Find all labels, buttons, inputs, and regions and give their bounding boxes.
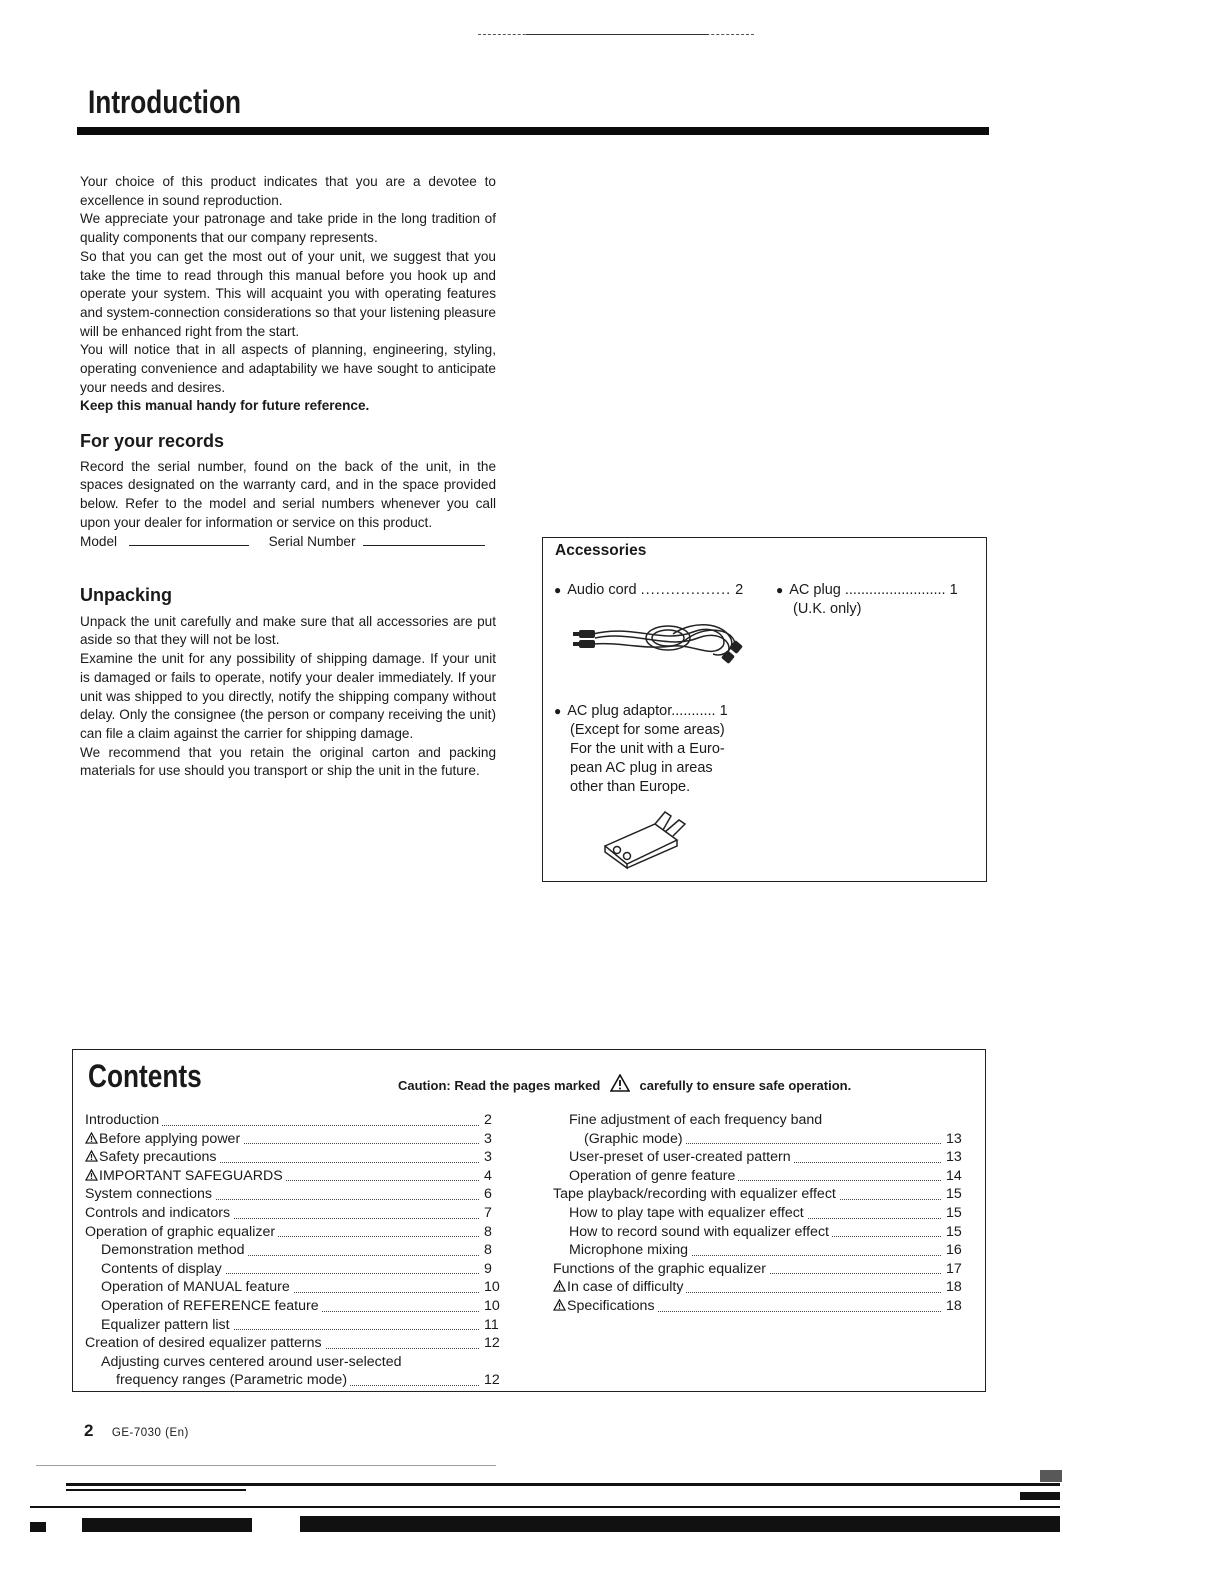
contents-entry-page: 4	[481, 1167, 492, 1186]
contents-entry	[553, 1223, 973, 1242]
contents-entry-page: 18	[943, 1278, 962, 1297]
contents-entry	[85, 1353, 505, 1372]
contents-entry-page: 10	[481, 1278, 500, 1297]
contents-entry	[85, 1371, 505, 1390]
footer-model: GE-7030 (En)	[111, 1427, 189, 1439]
caution-text-after: carefully to ensure safe operation.	[639, 1078, 852, 1093]
ac-adaptor-note-3: pean AC plug in areas	[570, 760, 713, 776]
model-blank[interactable]	[129, 533, 249, 546]
contents-entry	[553, 1297, 973, 1316]
intro-section	[80, 173, 496, 416]
contents-entry-label: Safety precautions	[85, 1149, 220, 1165]
records-text: Record the serial number, found on the back of the unit, in the spaces designated on the warranty card, and in the space provided below. Refer to the model and serial numbers whenever you call upon your dealer for information or service on this product.	[80, 458, 496, 530]
intro-paragraph-4: You will notice that in all aspects of planning, engineering, styling, operating convenience and adaptability we have sought to anticipate your needs and desires.	[80, 342, 496, 395]
contents-entry	[553, 1130, 973, 1149]
contents-entry-page: 3	[481, 1148, 492, 1167]
audio-cord-label: Audio cord	[567, 582, 637, 598]
contents-entry	[85, 1316, 505, 1335]
contents-entry	[85, 1334, 505, 1353]
ac-adaptor-note-2: For the unit with a Euro-	[570, 741, 725, 757]
contents-entry	[553, 1185, 973, 1204]
warning-triangle-icon	[85, 1132, 98, 1144]
intro-keep-manual: Keep this manual handy for future reference.	[80, 398, 370, 414]
contents-entry-label: System connections	[85, 1186, 215, 1202]
accessories-box	[542, 537, 987, 882]
records-section	[80, 432, 496, 552]
ac-plug-label: AC plug	[789, 582, 841, 598]
contents-entry	[85, 1278, 505, 1297]
contents-entry-page: 15	[943, 1223, 962, 1242]
contents-entry	[85, 1223, 505, 1242]
serial-label: Serial Number	[268, 533, 356, 549]
contents-entry	[553, 1148, 973, 1167]
contents-entry-page: 8	[481, 1223, 492, 1242]
contents-entry-page: 15	[943, 1185, 962, 1204]
ac-adaptor-note-4: other than Europe.	[570, 779, 691, 795]
contents-entry-label: Introduction	[85, 1112, 162, 1128]
contents-entry-label: Demonstration method	[101, 1242, 248, 1258]
ac-adaptor-qty: 1	[719, 703, 728, 719]
warning-triangle-icon	[85, 1150, 98, 1162]
contents-entry-label: frequency ranges (Parametric mode)	[116, 1372, 350, 1388]
unpacking-heading: Unpacking	[80, 585, 173, 605]
unpacking-paragraph-3: We recommend that you retain the original carton and packing materials for use should you transport or ship the unit in the future.	[80, 744, 496, 779]
ac-plug-qty: 1	[949, 582, 958, 598]
warning-triangle-icon	[85, 1169, 98, 1181]
contents-entry-page: 10	[481, 1297, 500, 1316]
contents-entry	[85, 1130, 505, 1149]
contents-entry-label: Contents of display	[101, 1261, 225, 1277]
contents-entry	[85, 1204, 505, 1223]
contents-entry	[85, 1148, 505, 1167]
contents-entry-label: Functions of the graphic equalizer	[553, 1261, 769, 1277]
contents-entry-label: Tape playback/recording with equalizer effect	[553, 1186, 839, 1202]
unpacking-section	[80, 586, 496, 781]
contents-entry-page: 3	[481, 1130, 492, 1149]
contents-entry	[85, 1111, 505, 1130]
contents-entry-page: 14	[943, 1167, 962, 1186]
model-label: Model	[80, 533, 118, 549]
records-heading: For your records	[80, 431, 225, 451]
page-footer	[84, 1421, 189, 1441]
contents-entry-label: Operation of MANUAL feature	[101, 1279, 293, 1295]
intro-paragraph-3: So that you can get the most out of your unit, we suggest that you take the time to read through this manual before you hook up and operate your system. This will acquaint you with operating features and system-connection considerations so that your listening pleasure will be enhanced right from the start.	[80, 248, 496, 339]
unpacking-paragraph-2: Examine the unit for any possibility of shipping damage. If your unit is damaged or fails to operate, notify your dealer immediately. If your unit was shipped to you directly, notify the shipping company without delay. Only the consignee (the person or company receiving the unit) can file a claim against the carrier for shipping damage.	[80, 651, 496, 741]
contents-entry-page: 16	[943, 1241, 962, 1260]
contents-entry-page: 12	[481, 1371, 500, 1390]
contents-entry-page: 13	[943, 1148, 962, 1167]
caution-text-before: Caution: Read the pages marked	[398, 1078, 601, 1093]
contents-entry-label: Before applying power	[85, 1131, 243, 1147]
contents-entry-page: 17	[943, 1260, 962, 1279]
contents-entry	[85, 1241, 505, 1260]
model-serial-row	[80, 533, 496, 552]
contents-entry-page: 8	[481, 1241, 492, 1260]
contents-entry-label: Operation of graphic equalizer	[85, 1224, 278, 1240]
accessory-audio-cord: ● Audio cord .................. 2	[554, 582, 744, 598]
contents-entry	[553, 1167, 973, 1186]
contents-list-right	[553, 1111, 973, 1316]
audio-cord-illustration	[573, 614, 753, 674]
plug-adaptor-illustration	[595, 806, 705, 870]
contents-entry-label: IMPORTANT SAFEGUARDS	[85, 1168, 286, 1184]
audio-cord-qty: 2	[735, 582, 744, 598]
contents-entry	[553, 1278, 973, 1297]
contents-entry-page: 15	[943, 1204, 962, 1223]
contents-entry	[85, 1185, 505, 1204]
contents-box	[72, 1049, 986, 1392]
contents-entry-page: 2	[481, 1111, 492, 1130]
contents-entry-label: User-preset of user-created pattern	[569, 1149, 794, 1165]
contents-list-left	[85, 1111, 505, 1390]
ac-plug-note: (U.K. only)	[793, 601, 862, 617]
accessory-ac-plug: ● AC plug ......................... 1 (U.K. only)	[776, 581, 976, 619]
contents-entry-page: 7	[481, 1204, 492, 1223]
serial-blank[interactable]	[363, 533, 485, 546]
contents-entry-page: 9	[481, 1260, 492, 1279]
contents-entry-page: 11	[481, 1316, 499, 1335]
contents-entry-label: Operation of genre feature	[569, 1168, 738, 1184]
contents-entry-page: 12	[481, 1334, 500, 1353]
warning-triangle-icon	[553, 1280, 566, 1292]
contents-entry-page: 6	[481, 1185, 492, 1204]
scan-artifact-bars	[30, 1460, 1070, 1540]
contents-entry-page: 18	[943, 1297, 962, 1316]
contents-entry-label: Adjusting curves centered around user-selected	[101, 1354, 404, 1370]
contents-entry	[553, 1241, 973, 1260]
accessory-ac-adaptor: ● AC plug adaptor........... 1 (Except for some areas) For the unit with a Euro- pean AC plug in areas other than Europe.	[554, 702, 774, 797]
contents-entry-label: Specifications	[553, 1298, 658, 1314]
contents-title: Contents	[88, 1058, 202, 1094]
ac-adaptor-note-1: (Except for some areas)	[570, 722, 725, 738]
page-title: Introduction	[88, 84, 242, 120]
contents-entry-label: How to play tape with equalizer effect	[569, 1205, 807, 1221]
contents-entry-page: 13	[943, 1130, 962, 1149]
contents-entry-label: Operation of REFERENCE feature	[101, 1298, 322, 1314]
contents-entry-label: Fine adjustment of each frequency band	[569, 1112, 825, 1128]
warning-triangle-icon	[553, 1299, 566, 1311]
contents-entry	[85, 1167, 505, 1186]
intro-paragraph-2: We appreciate your patronage and take pride in the long tradition of quality components that our company represents.	[80, 211, 496, 246]
contents-entry-label: Creation of desired equalizer patterns	[85, 1335, 325, 1351]
title-rule	[77, 127, 989, 135]
contents-entry-label: Microphone mixing	[569, 1242, 691, 1258]
warning-triangle-icon	[610, 1074, 630, 1092]
intro-paragraph-1: Your choice of this product indicates that you are a devotee to excellence in sound reproduction.	[80, 174, 496, 208]
contents-entry	[553, 1260, 973, 1279]
contents-entry	[553, 1111, 973, 1130]
unpacking-paragraph-1: Unpack the unit carefully and make sure that all accessories are put aside so that they will not be lost.	[80, 613, 496, 648]
accessories-title: Accessories	[555, 542, 647, 559]
top-dash-marker	[478, 34, 754, 35]
contents-caution	[398, 1074, 851, 1093]
contents-entry-label: Equalizer pattern list	[101, 1317, 233, 1333]
contents-entry-label: How to record sound with equalizer effect	[569, 1224, 832, 1240]
contents-entry-label: Controls and indicators	[85, 1205, 233, 1221]
footer-page-number: 2	[84, 1421, 94, 1440]
ac-adaptor-label: AC plug adaptor	[567, 703, 672, 719]
contents-entry	[85, 1297, 505, 1316]
contents-entry-label: In case of difficulty	[553, 1279, 686, 1295]
contents-entry	[85, 1260, 505, 1279]
contents-entry-label: (Graphic mode)	[584, 1131, 686, 1147]
contents-entry	[553, 1204, 973, 1223]
